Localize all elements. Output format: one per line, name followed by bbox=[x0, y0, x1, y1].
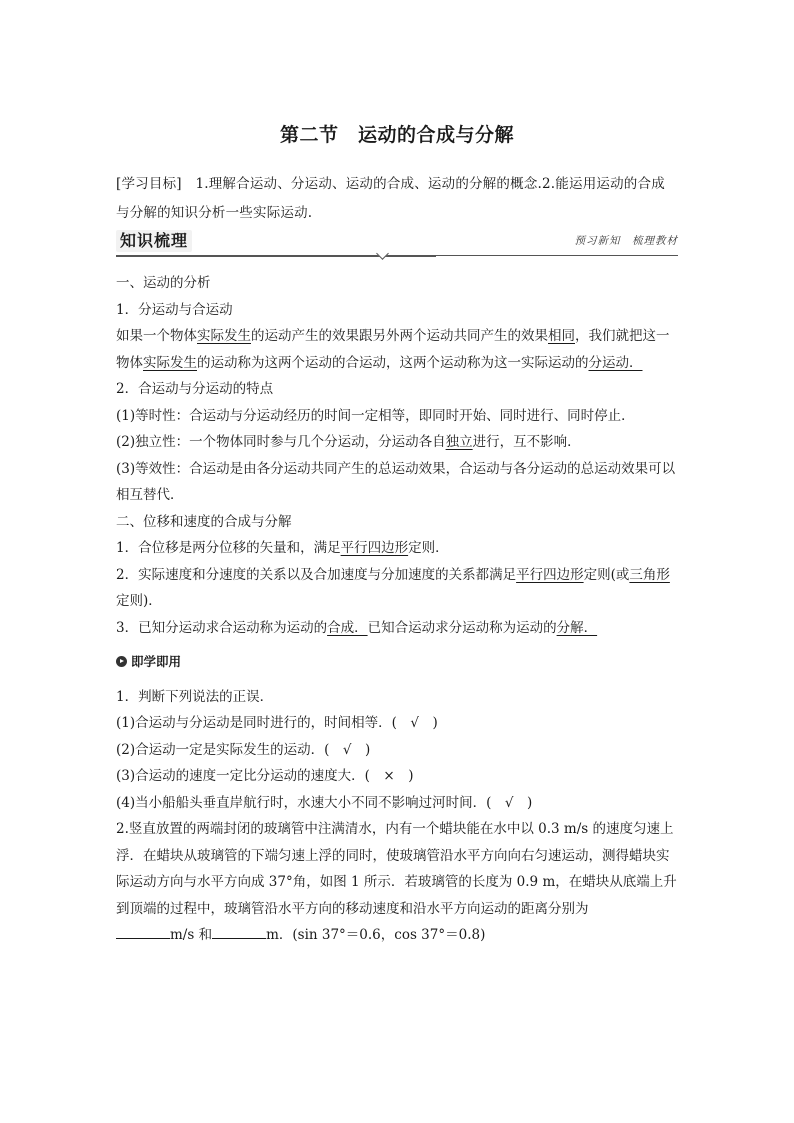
trait-3: (3)等效性：合运动是由各分运动共同产生的总运动效果，合运动与各分运动的总运动效果可以相互替代． bbox=[116, 460, 676, 503]
content bbox=[116, 170, 678, 949]
section2-line3: 3．已知分运动求合运动称为运动的合成．已知合运动求分运动称为运动的分解． bbox=[116, 619, 598, 636]
banner-notch-icon bbox=[376, 247, 389, 260]
answer-underline: 合成． bbox=[327, 619, 368, 636]
answer-underline: 独立 bbox=[445, 434, 473, 450]
answer-underline: 实际发生 bbox=[197, 328, 251, 344]
banner-divider bbox=[116, 255, 436, 257]
question-1-item-1: (1)合运动与分运动是同时进行的，时间相等．( √ ) bbox=[116, 715, 438, 731]
answer-underline: 平行四边形 bbox=[516, 566, 584, 583]
section1-sub1: 1．分运动与合运动 bbox=[116, 301, 233, 318]
question-1: 1．判断下列说法的正误． bbox=[116, 688, 274, 705]
page-title: 第二节 运动的合成与分解 bbox=[279, 124, 514, 146]
answer-underline: 相同 bbox=[548, 328, 575, 344]
trait-1: (1)等时性：合运动与分运动经历的时间一定相等，即同时开始、同时进行、同时停止． bbox=[116, 407, 635, 424]
section2-line2: 2．实际速度和分速度的关系以及合加速度与分加速度的关系都满足平行四边形定则(或三角形定则)． bbox=[116, 566, 670, 609]
practice-heading: 即学即用 bbox=[116, 649, 678, 676]
goals-label: [学习目标] bbox=[116, 176, 182, 192]
answer-underline: 平行四边形 bbox=[340, 540, 409, 556]
answer-underline: 分运动． bbox=[588, 354, 643, 371]
answer-blank[interactable] bbox=[116, 924, 170, 939]
trait-2: (2)独立性：一个物体同时参与几个分运动，分运动各自独立进行，互不影响． bbox=[116, 434, 581, 450]
answer-blank[interactable] bbox=[212, 924, 266, 939]
answer-underline: 分解． bbox=[556, 619, 598, 636]
section1-sub2: 2．合运动与分运动的特点 bbox=[116, 381, 274, 397]
answer-underline: 实际发生 bbox=[143, 354, 197, 371]
banner-divider-thin bbox=[436, 255, 678, 256]
question-1-item-4: (4)当小船船头垂直岸航行时，水速大小不同不影响过河时间．( √ ) bbox=[116, 794, 533, 811]
answer-underline: 三角形 bbox=[629, 566, 670, 583]
banner-tag: 预习新知 梳理教材 bbox=[574, 235, 678, 247]
section2-heading: 二、位移和速度的合成与分解 bbox=[116, 513, 292, 530]
play-circle-icon bbox=[116, 656, 127, 667]
question-1-item-3: (3)合运动的速度一定比分运动的速度大．( × ) bbox=[116, 768, 414, 784]
section-banner bbox=[116, 230, 678, 256]
question-1-item-2: (2)合运动一定是实际发生的运动．( √ ) bbox=[116, 741, 371, 758]
question-2: 2.竖直放置的两端封闭的玻璃管中注满清水，内有一个蜡块能在水中以 0.3 m/s 的速度匀速上浮．在蜡块从玻璃管的下端匀速上浮的同时，使玻璃管沿水平方向向右匀速运动，测得蜡块实际运动方向与水平方向成 37°角，如图 1 所示．若玻璃管的长度为 0.9 m，在蜡块从底端上升到顶端的过程中，玻璃管沿水平方向的移动速度和沿水平方向运动的距离分别为 m/s 和 m．(sin 37°＝0.6，cos 37°＝0.8) bbox=[116, 821, 677, 943]
learning-goals bbox=[116, 170, 678, 228]
section1-heading: 一、运动的分析 bbox=[116, 275, 211, 291]
goals-text: 1.理解合运动、分运动、运动的合成、运动的分解的概念.2.能运用运动的合成与分解的知识分析一些实际运动. bbox=[116, 176, 665, 221]
section1-paragraph1: 如果一个物体实际发生的运动产生的效果跟另外两个运动共同产生的效果相同，我们就把这一物体实际发生的运动称为这两个运动的合运动，这两个运动称为这一实际运动的分运动． bbox=[116, 328, 670, 371]
section2-line1: 1．合位移是两分位移的矢量和，满足平行四边形定则． bbox=[116, 540, 449, 556]
banner-title: 知识梳理 bbox=[116, 230, 192, 252]
